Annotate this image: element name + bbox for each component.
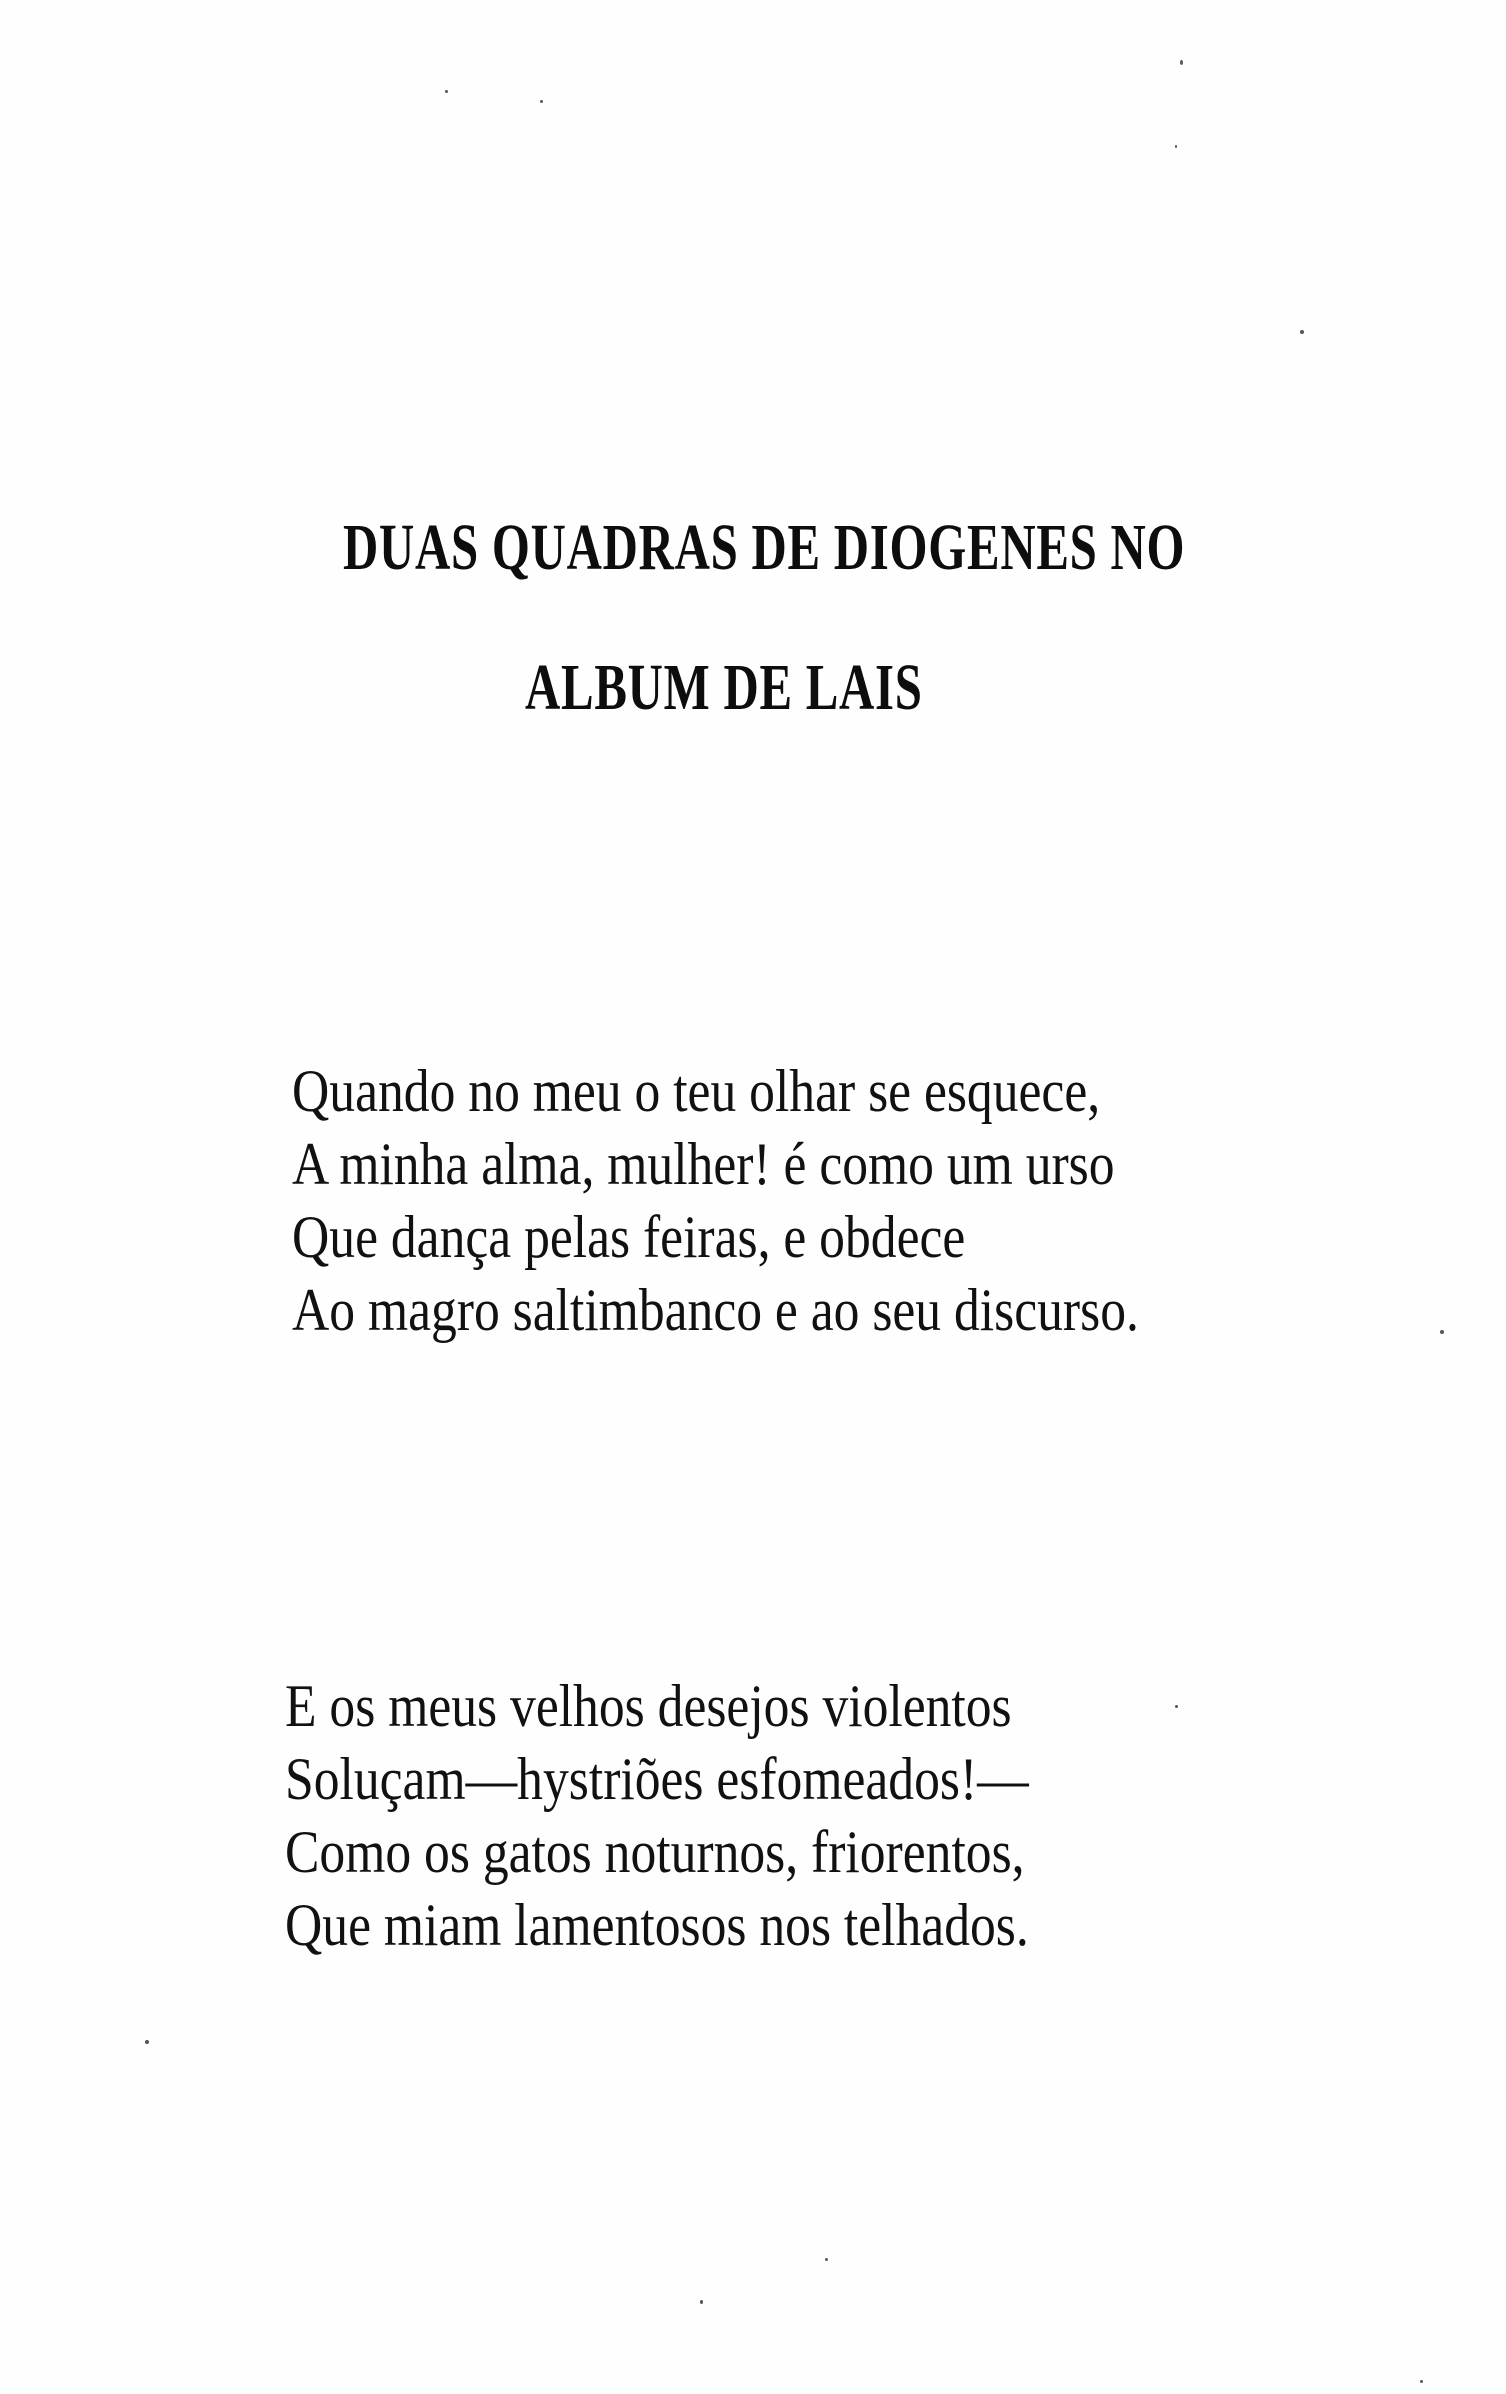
poem-title-line-1: DUAS QUADRAS DE DIOGENES NO bbox=[343, 511, 1186, 584]
stanza-1 bbox=[292, 1055, 1139, 1347]
paper-speck bbox=[700, 2300, 703, 2304]
paper-speck bbox=[445, 90, 448, 93]
paper-speck bbox=[825, 2258, 828, 2261]
paper-speck bbox=[1175, 145, 1177, 148]
verse-line: Que dança pelas feiras, e obdece bbox=[292, 1204, 966, 1270]
paper-speck bbox=[540, 100, 543, 103]
verse-line: Soluçam—hystriões esfomeados!— bbox=[285, 1746, 1029, 1812]
poem-title-line-2: ALBUM DE LAIS bbox=[525, 651, 923, 724]
verse-line: Ao magro saltimbanco e ao seu discurso. bbox=[292, 1277, 1139, 1343]
paper-speck bbox=[1175, 1705, 1178, 1708]
verse-line: Que miam lamentosos nos telhados. bbox=[285, 1892, 1029, 1958]
verse-line: E os meus velhos desejos violentos bbox=[285, 1673, 1012, 1739]
paper-speck bbox=[1420, 2380, 1423, 2383]
verse-line: A minha alma, mulher! é como um urso bbox=[292, 1131, 1115, 1197]
paper-speck bbox=[1300, 330, 1304, 334]
paper-speck bbox=[1440, 1330, 1444, 1334]
stanza-2 bbox=[285, 1670, 1029, 1962]
verse-line: Como os gatos noturnos, friorentos, bbox=[285, 1819, 1025, 1885]
verse-line: Quando no meu o teu olhar se esquece, bbox=[292, 1058, 1101, 1124]
paper-speck bbox=[1180, 60, 1183, 65]
paper-speck bbox=[145, 2040, 149, 2044]
